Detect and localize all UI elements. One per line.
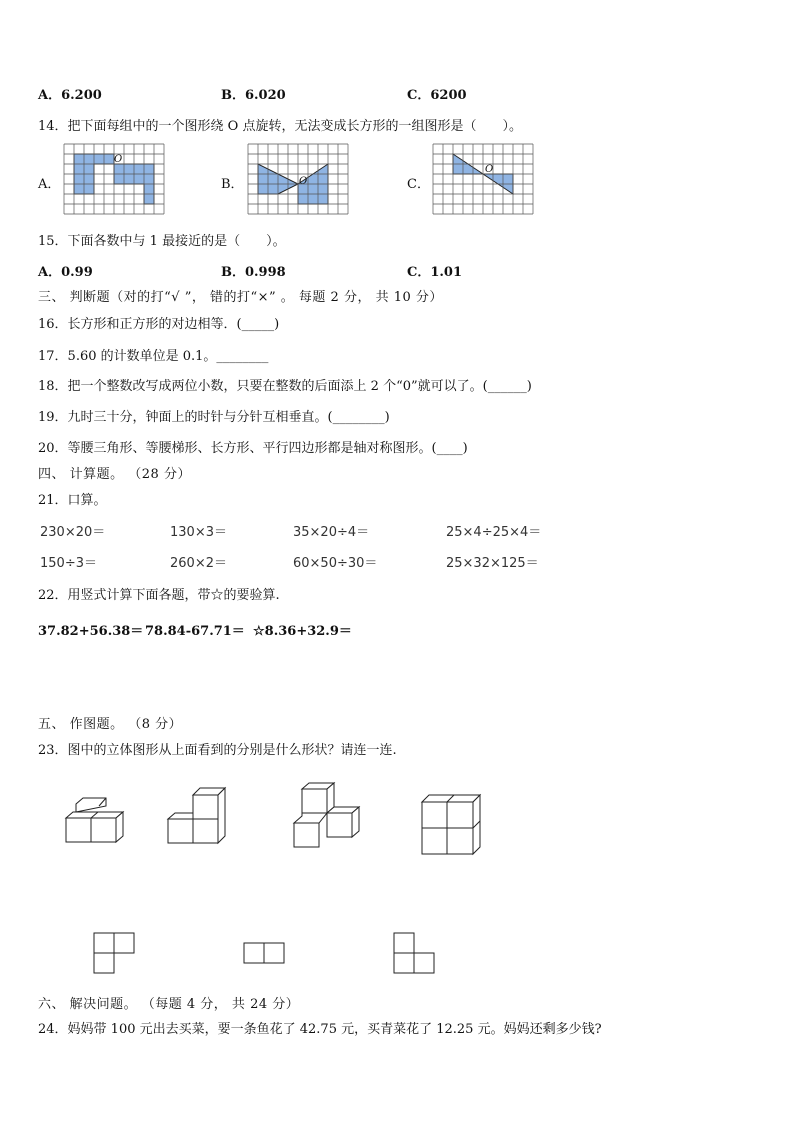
- q14-point-o-b: O: [299, 176, 308, 187]
- oral-calc-5: 150÷3＝: [40, 556, 97, 571]
- q14-grid-b: [248, 144, 350, 216]
- q17: 17．5.60 的计数单位是 0.1。________: [38, 349, 269, 364]
- solid-figure-2: [162, 785, 232, 850]
- q14-point-o-c: O: [485, 164, 494, 175]
- q15-question: 15．下面各数中与 1 最接近的是（ ）。: [38, 234, 286, 249]
- oral-calc-4: 25×4÷25×4＝: [446, 525, 542, 540]
- q13-option-b: B．6.020: [221, 88, 286, 103]
- q14-label-b: B．: [221, 177, 244, 192]
- q24: 24．妈妈带 100 元出去买菜，要一条鱼花了 42.75 元，买青菜花了 12.25 元。妈妈还剩多少钱?: [38, 1022, 602, 1037]
- q16: 16．长方形和正方形的对边相等．(_____): [38, 317, 280, 332]
- section4-title: 四、 计算题。 （28 分）: [38, 467, 191, 482]
- oral-calc-6: 260×2＝: [170, 556, 227, 571]
- q14-label-a: A．: [38, 177, 61, 192]
- q20: 20．等腰三角形、等腰梯形、长方形、平行四边形都是轴对称图形。(____): [38, 441, 468, 456]
- q15-option-c: C．1.01: [407, 265, 463, 280]
- top-view-1: [93, 932, 137, 976]
- oral-calc-1: 230×20＝: [40, 525, 106, 540]
- q14-question: 14．把下面每组中的一个图形绕 O 点旋转，无法变成长方形的一组图形是（ ）。: [38, 119, 522, 134]
- q15-option-b: B．0.998: [221, 265, 286, 280]
- q18: 18．把一个整数改写成两位小数，只要在整数的后面添上 2 个“0”就可以了。(______): [38, 379, 532, 394]
- q13-option-c: C．6200: [407, 88, 467, 103]
- top-view-2: [243, 942, 287, 966]
- q14-point-o-a: O: [114, 154, 123, 165]
- q14-label-c: C．: [407, 177, 430, 192]
- q23: 23．图中的立体图形从上面看到的分别是什么形状？请连一连.: [38, 743, 397, 758]
- oral-calc-2: 130×3＝: [170, 525, 227, 540]
- solid-figure-4: [416, 790, 486, 860]
- q19: 19．九时三十分，钟面上的时针与分针互相垂直。(________): [38, 410, 390, 425]
- oral-calc-3: 35×20÷4＝: [293, 525, 370, 540]
- section3-title: 三、 判断题（对的打“√ ”， 错的打“×” 。 每题 2 分， 共 10 分）: [38, 290, 443, 305]
- q14-grid-a: [64, 144, 166, 216]
- q22: 22．用竖式计算下面各题，带☆的要验算.: [38, 588, 280, 603]
- solid-figure-3: [288, 780, 368, 852]
- q15-option-a: A．0.99: [38, 265, 93, 280]
- section6-title: 六、 解决问题。 （每题 4 分， 共 24 分）: [38, 997, 300, 1012]
- q21: 21．口算。: [38, 493, 107, 508]
- oral-calc-8: 25×32×125＝: [446, 556, 539, 571]
- vertical-calc-2: 78.84-67.71＝: [145, 624, 245, 639]
- q14-grid-c: [433, 144, 535, 216]
- oral-calc-7: 60×50÷30＝: [293, 556, 378, 571]
- section5-title: 五、 作图题。 （8 分）: [38, 717, 183, 732]
- top-view-3: [393, 932, 437, 976]
- q13-option-a: A．6.200: [38, 88, 102, 103]
- vertical-calc-3: ☆8.36+32.9＝: [253, 624, 352, 639]
- solid-figure-1: [60, 795, 130, 850]
- vertical-calc-1: 37.82+56.38＝: [38, 624, 144, 639]
